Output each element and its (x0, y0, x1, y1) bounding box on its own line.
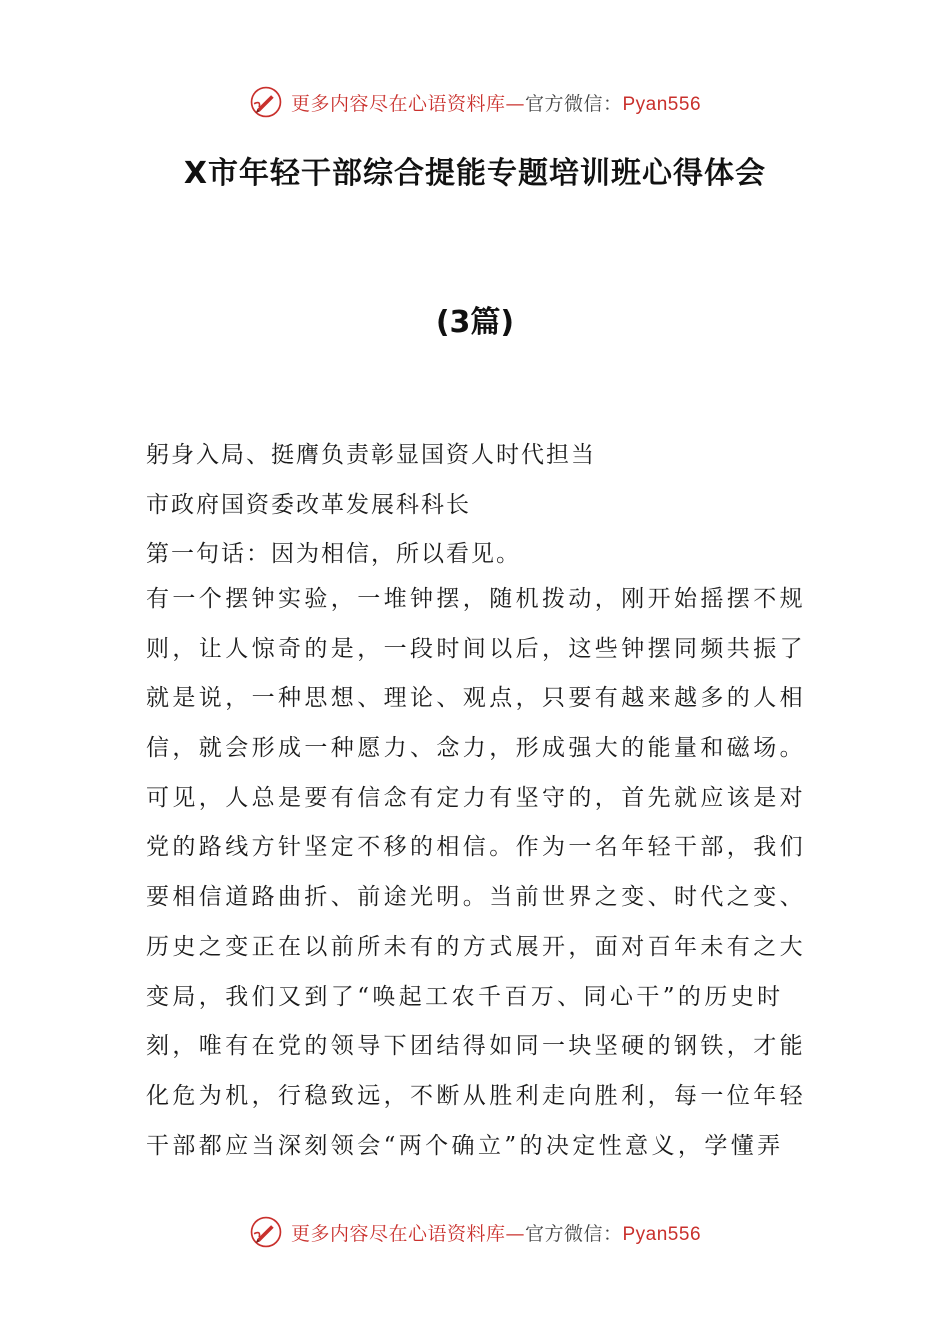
watermark-text (291, 89, 701, 116)
body-line: 化危为机，行稳致远，不断从胜利走向胜利，每一位年轻 (146, 1082, 806, 1109)
body-line: 可见，人总是要有信念有定力有坚守的，首先就应该是对 (146, 784, 806, 811)
body-line: 要相信道路曲折、前途光明。当前世界之变、时代之变、 (146, 884, 806, 911)
watermark-footer (0, 1212, 950, 1252)
document-subtitle: (3篇) (435, 305, 515, 340)
watermark-dash: — (505, 1222, 525, 1245)
document-title: X市年轻干部综合提能专题培训班心得体会 (183, 156, 767, 191)
body-line: 干部都应当深刻领会“两个确立”的决定性意义，学懂弄 (146, 1132, 784, 1159)
watermark-text (291, 1219, 701, 1246)
body-paragraph (146, 585, 806, 1181)
pen-logo-icon (249, 1215, 283, 1249)
body-line: 刻，唯有在党的领导下团结得如同一块坚硬的钢铁，才能 (146, 1033, 806, 1060)
body-line: 党的路线方针坚定不移的相信。作为一名年轻干部，我们 (146, 834, 806, 861)
author-line: 市政府国资委改革发展科科长 (146, 492, 471, 518)
watermark-id: Pyan556 (622, 93, 702, 115)
watermark-main: 更多内容尽在心语资料库 (290, 1222, 506, 1245)
body-line: 就是说，一种思想、理论、观点，只要有越来越多的人相 (146, 685, 806, 712)
body-line: 变局，我们又到了“唤起工农千百万、同心干”的历史时 (146, 983, 784, 1010)
body-line: 有一个摆钟实验，一堆钟摆，随机拨动，刚开始摇摆不规 (146, 586, 806, 612)
watermark-wechat: 官方微信： (524, 92, 623, 115)
body-line: 则，让人惊奇的是，一段时间以后，这些钟摆同频共振了 (146, 635, 806, 662)
watermark-dash: — (505, 92, 525, 115)
watermark-id: Pyan556 (622, 1223, 702, 1245)
section-heading: 第一句话：因为相信，所以看见。 (146, 541, 521, 567)
watermark-main: 更多内容尽在心语资料库 (290, 92, 506, 115)
body-line: 历史之变正在以前所未有的方式展开，面对百年未有之大 (146, 933, 806, 960)
watermark-header (0, 82, 950, 122)
pen-logo-icon (249, 85, 283, 119)
article-heading: 躬身入局、挺膺负责彰显国资人时代担当 (146, 442, 596, 468)
watermark-wechat: 官方微信： (524, 1222, 623, 1245)
body-line: 信，就会形成一种愿力、念力，形成强大的能量和磁场。 (146, 735, 806, 762)
